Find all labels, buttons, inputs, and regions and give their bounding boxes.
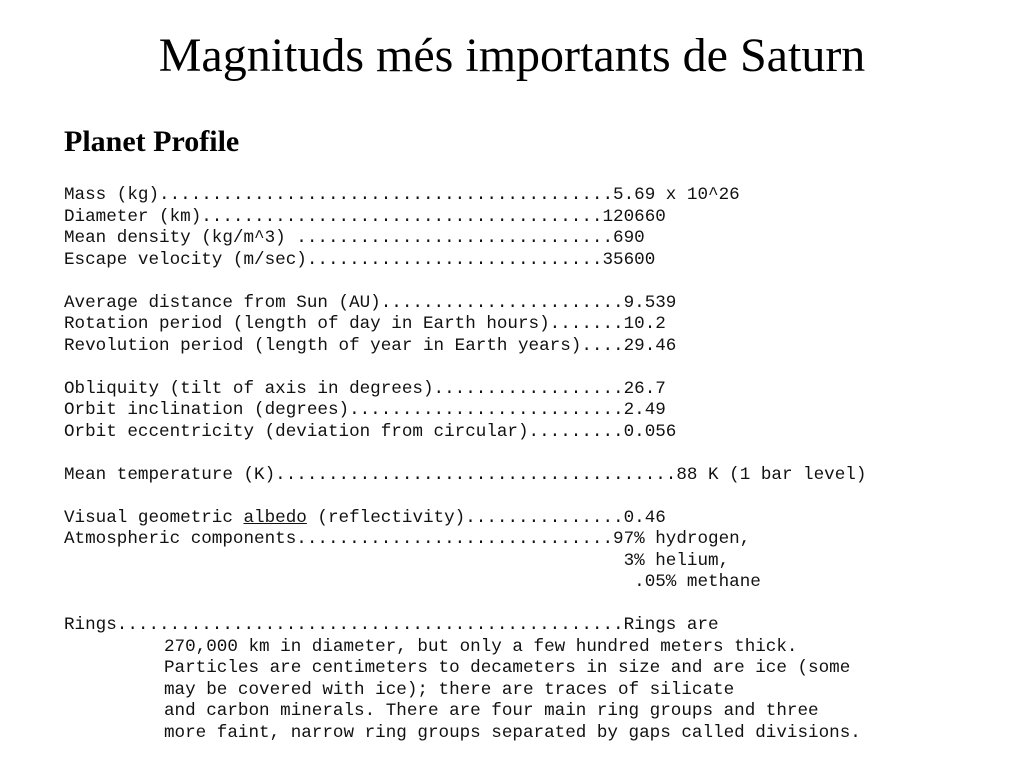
rings-description-line: 270,000 km in diameter, but only a few hundred meters thick. — [164, 636, 798, 657]
albedo-label-prefix: Visual geometric — [64, 507, 244, 528]
mean-temperature-row: Mean temperature (K)......................................88 K (1 bar level) — [64, 464, 867, 485]
rings-description-line: Particles are centimeters to decameters in size and are ice (some — [164, 658, 851, 678]
spacer — [64, 486, 994, 508]
spacer — [64, 594, 994, 616]
rotation-period-row: Rotation period (length of day in Earth hours).......10.2 — [64, 314, 666, 334]
spacer — [64, 357, 994, 379]
atmospheric-helium-line: 3% helium, — [64, 550, 730, 571]
atmospheric-methane-line: .05% methane — [64, 572, 761, 592]
average-distance-row: Average distance from Sun (AU).......................9.539 — [64, 292, 677, 313]
rings-description-line: may be covered with ice); there are traces of silicate — [164, 679, 735, 700]
planet-profile-table — [64, 185, 994, 744]
orbit-inclination-row: Orbit inclination (degrees)..........................2.49 — [64, 400, 666, 420]
slide-title: Magnituds més importants de Saturn — [158, 29, 866, 82]
albedo-row — [64, 508, 994, 530]
escape-velocity-row: Escape velocity (m/sec)............................35600 — [64, 249, 656, 270]
rings-row: Rings................................................Rings are — [64, 615, 719, 635]
planet-profile-heading: Planet Profile — [64, 125, 240, 158]
albedo-link[interactable]: albedo — [243, 507, 307, 528]
atmospheric-components-row: Atmospheric components..............................97% hydrogen, — [64, 529, 751, 549]
obliquity-row: Obliquity (tilt of axis in degrees)..................26.7 — [64, 378, 666, 399]
albedo-label-suffix: (reflectivity)...............0.46 — [306, 507, 666, 528]
rings-description-line: and carbon minerals. There are four main ring groups and three — [164, 701, 819, 721]
diameter-row: Diameter (km)......................................120660 — [64, 206, 666, 227]
spacer — [64, 271, 994, 293]
spacer — [64, 443, 994, 465]
orbit-eccentricity-row: Orbit eccentricity (deviation from circular).........0.056 — [64, 421, 677, 442]
rings-description-line: more faint, narrow ring groups separated by gaps called divisions. — [164, 722, 861, 743]
mass-row: Mass (kg)...........................................5.69 x 10^26 — [64, 185, 740, 205]
revolution-period-row: Revolution period (length of year in Earth years)....29.46 — [64, 335, 677, 356]
mean-density-row: Mean density (kg/m^3) ..............................690 — [64, 228, 645, 248]
